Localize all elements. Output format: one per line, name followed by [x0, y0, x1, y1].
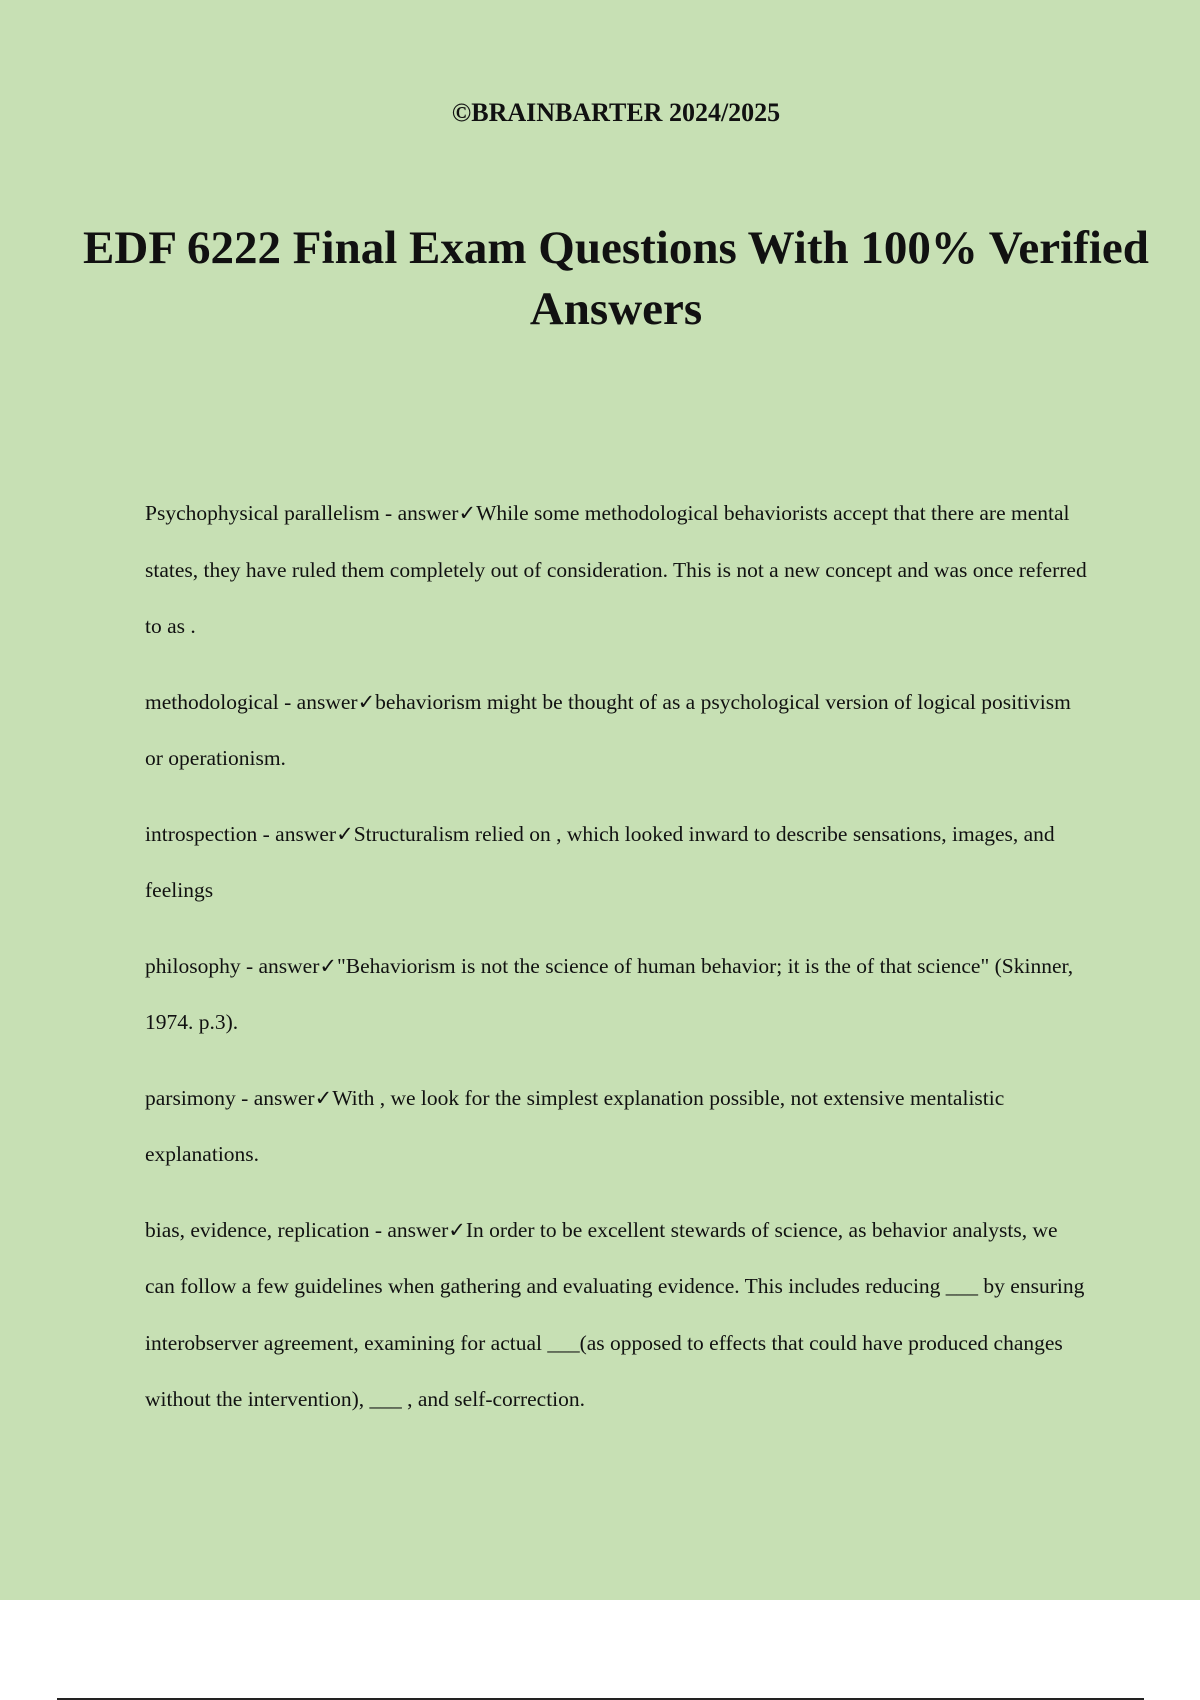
entry-answer: While some methodological behaviorists accept that there are mental states, they have ruled them completely out of consideration. This is not a new concept and was once referred to as .: [145, 501, 1087, 638]
answer-label: - answer: [235, 1085, 315, 1110]
entry-term: bias, evidence, replication: [145, 1217, 370, 1242]
qa-entries: [145, 485, 1090, 1447]
entry-answer: behaviorism might be thought of as a psychological version of logical positivism or operationism.: [145, 689, 1071, 770]
answer-label: - answer: [278, 689, 358, 714]
entry-term: methodological: [145, 689, 279, 714]
entry-term: Psychophysical parallelism: [145, 501, 380, 525]
check-mark-icon: ✓: [319, 953, 337, 978]
answer-label: - answer: [379, 501, 459, 525]
entry-answer: Structuralism relied on , which looked inward to describe sensations, images, and feelings: [145, 821, 1055, 902]
qa-entry: [145, 1070, 1090, 1183]
entry-answer: With , we look for the simplest explanation possible, not extensive mentalistic explanations.: [145, 1085, 1005, 1166]
check-mark-icon: ✓: [336, 821, 354, 846]
check-mark-icon: ✓: [458, 501, 477, 525]
entry-term: philosophy: [145, 953, 241, 978]
qa-entry: [145, 674, 1090, 787]
qa-entry: [145, 1202, 1090, 1428]
qa-entry: [145, 938, 1090, 1051]
entry-answer: "Behaviorism is not the science of human behavior; it is the of that science" (Skinner, 1974. p.3).: [145, 953, 1074, 1034]
qa-entry: [145, 806, 1090, 919]
entry-term: introspection: [145, 821, 258, 846]
qa-entry: [145, 485, 1090, 655]
entry-answer: In order to be excellent stewards of science, as behavior analysts, we can follow a few guidelines when gathering and evaluating evidence. This includes reducing ___ by ensuring interobserver agreement, examining for actual ___(as opposed to effects that could have produced changes without the intervention), ___ , and self-correction.: [145, 1217, 1085, 1411]
answer-label: - answer: [369, 1217, 449, 1242]
check-mark-icon: ✓: [357, 689, 376, 714]
answer-label: - answer: [240, 953, 320, 978]
entry-term: parsimony: [145, 1085, 236, 1110]
answer-label: - answer: [257, 821, 337, 846]
copyright-header: ©BRAINBARTER 2024/2025: [451, 98, 781, 127]
document-title: EDF 6222 Final Exam Questions With 100% Verified Answers: [83, 222, 1149, 335]
check-mark-icon: ✓: [314, 1085, 333, 1110]
check-mark-icon: ✓: [448, 1217, 466, 1242]
